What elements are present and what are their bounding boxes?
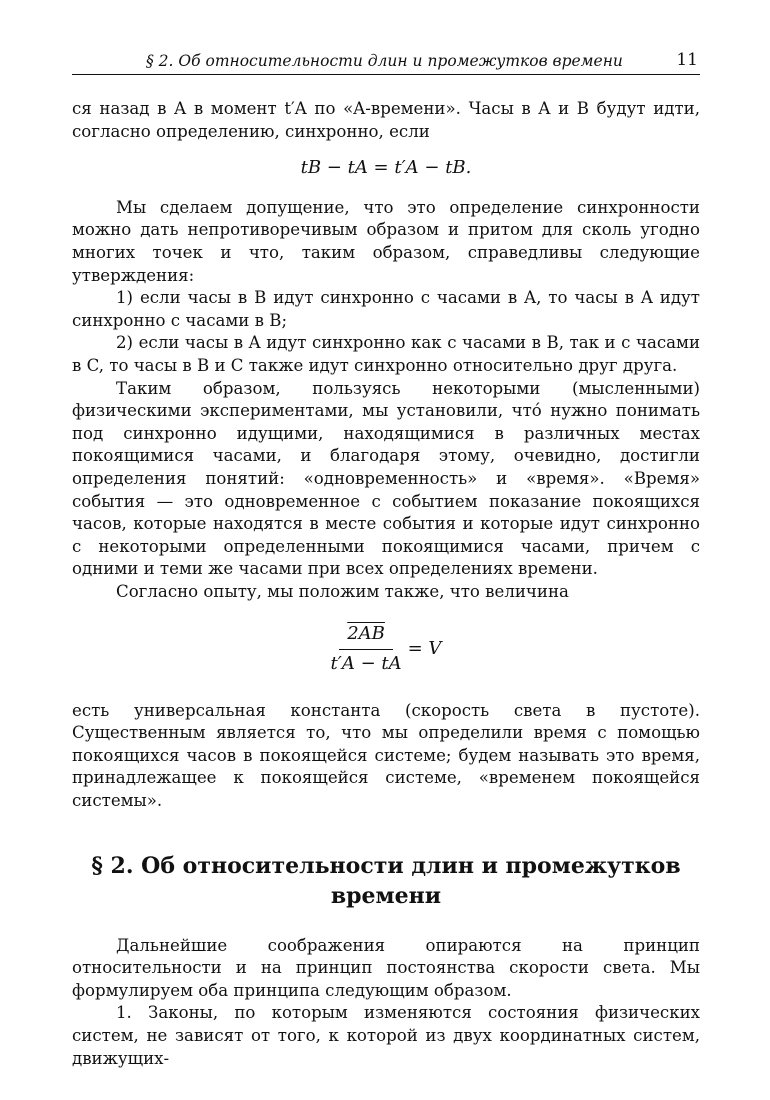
running-head <box>72 46 700 75</box>
body-text <box>72 98 700 1070</box>
paragraph-3: 1) если часы в B идут синхронно с часами в A, то часы в A идут синхронно с часами в B; <box>72 288 700 330</box>
paragraph-5: Таким образом, пользуясь некоторыми (мысленными) физическими экспериментами, мы установили, что́ нужно понимать под синхронно идущими, находящимися в различных местах покоящимися часами, и благодаря этому, очевидно, достигли определения понятий: «одновременность» и «время». «Время» события — это одновременное с событием показание покоящихся часов, которые находятся в месте события и которые идут синхронно с некоторыми определенными покоящимися часами, причем с одними и теми же часами при всех определениях времени. <box>72 378 700 579</box>
fraction-numerator: 2AB <box>339 623 393 650</box>
paragraph-8: Дальнейшие соображения опираются на принцип относительности и на принцип постоянства скорости света. Мы формулируем оба принципа следующим образом. <box>72 935 700 1000</box>
paragraph-9: 1. Законы, по которым изменяются состояния физических систем, не зависят от того, к которой из двух координатных систем, движущих- <box>72 1003 700 1068</box>
equation-synchrony: tB − tA = t′A − tB. <box>300 157 472 179</box>
paragraph-1: ся назад в A в момент t′A по «A-времени». Часы в A и B будут идти, согласно определению, синхронно, если <box>72 99 700 141</box>
equation-light-speed <box>72 623 700 675</box>
paragraph-7: есть универсальная константа (скорость света в пустоте). Существенным является то, что мы определили время с помощью покоящихся часов в покоящейся системе; будем называть это время, принадлежащее к покоящейся системе, «временем покоящейся системы». <box>72 700 700 811</box>
fraction-denominator: t′A − tA <box>330 653 402 675</box>
page-number: 11 <box>676 50 698 70</box>
paragraph-4: 2) если часы в A идут синхронно как с часами в B, так и с часами в C, то часы в B и C также идут синхронно относительно друг друга. <box>72 333 700 375</box>
paragraph-6: Согласно опыту, мы положим также, что величина <box>116 581 569 601</box>
fraction <box>331 623 402 675</box>
fraction-rhs: = V <box>407 638 442 660</box>
section-heading <box>72 851 700 911</box>
section-heading-line-2: времени <box>330 882 442 909</box>
paragraph-2: Мы сделаем допущение, что это определение синхронности можно дать непротиворечивым образом и притом для сколь угодно многих точек и что, таким образом, справедливы следующие утверждения: <box>72 197 700 285</box>
section-heading-line-1: § 2. Об относительности длин и промежутков <box>91 852 681 879</box>
running-head-title: § 2. Об относительности длин и промежутков времени <box>146 52 623 70</box>
